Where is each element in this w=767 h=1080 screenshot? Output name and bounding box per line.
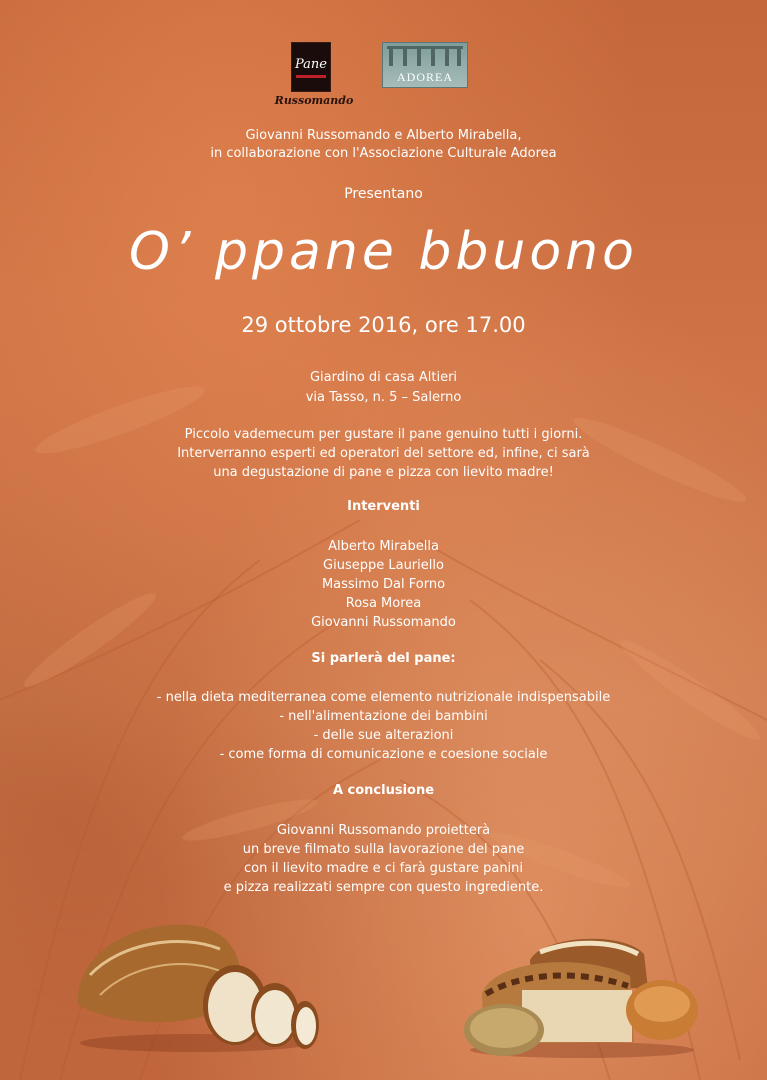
topics-heading: Si parlerà del pane: [311, 651, 456, 666]
bread-loaves-image [462, 930, 702, 1060]
conclusion-line: Giovanni Russomando proietterà [276, 823, 491, 838]
event-title: O’ ppane bbuono [129, 222, 638, 282]
presentano-label: Presentano [344, 186, 423, 202]
description-line-3: una degustazione di pane e pizza con lievito madre! [213, 465, 554, 480]
topic-item: - nella dieta mediterranea come elemento nutrizionale indispensabile [156, 690, 611, 705]
adorea-logo [382, 42, 468, 88]
speaker-item: Massimo Dal Forno [321, 577, 446, 592]
description-line-1: Piccolo vademecum per gustare il pane genuino tutti i giorni. [184, 427, 583, 442]
topic-item: - come forma di comunicazione e coesione sociale [219, 747, 548, 762]
adorea-logo-text: ADOREA [397, 70, 453, 84]
conclusion-heading: A conclusione [332, 783, 435, 798]
interventi-heading: Interventi [347, 499, 420, 514]
intro-line-2: in collaborazione con l'Associazione Culturale Adorea [210, 146, 557, 161]
speaker-item: Giuseppe Lauriello [323, 558, 444, 573]
pane-logo-stripe [296, 75, 326, 78]
pane-logo [291, 42, 331, 92]
pane-logo-caption: Russomando [274, 94, 354, 107]
intro-line-1: Giovanni Russomando e Alberto Mirabella, [245, 128, 522, 143]
event-date: 29 ottobre 2016, ore 17.00 [241, 313, 526, 337]
conclusion-line: un breve filmato sulla lavorazione del pane [242, 842, 525, 857]
conclusion-line: e pizza realizzati sempre con questo ingrediente. [223, 880, 544, 895]
location-line-2: via Tasso, n. 5 – Salerno [305, 390, 462, 405]
topics-list [0, 688, 767, 764]
topic-item: - nell'alimentazione dei bambini [279, 709, 488, 724]
event-description [0, 425, 767, 482]
location-line-1: Giardino di casa Altieri [309, 370, 458, 385]
conclusion-text [0, 821, 767, 897]
topic-item: - delle sue alterazioni [313, 728, 454, 743]
description-line-2: Interverranno esperti ed operatori del settore ed, infine, ci sarà [177, 446, 590, 461]
speaker-item: Giovanni Russomando [311, 615, 456, 630]
speaker-item: Rosa Morea [345, 596, 422, 611]
sliced-bread-image [70, 915, 320, 1055]
adorea-arches-icon [387, 46, 463, 66]
intro-block [0, 127, 767, 163]
conclusion-line: con il lievito madre e ci farà gustare panini [243, 861, 524, 876]
speakers-list [0, 537, 767, 632]
speaker-item: Alberto Mirabella [328, 539, 439, 554]
event-location [0, 368, 767, 408]
pane-logo-text: Pane [295, 57, 327, 72]
